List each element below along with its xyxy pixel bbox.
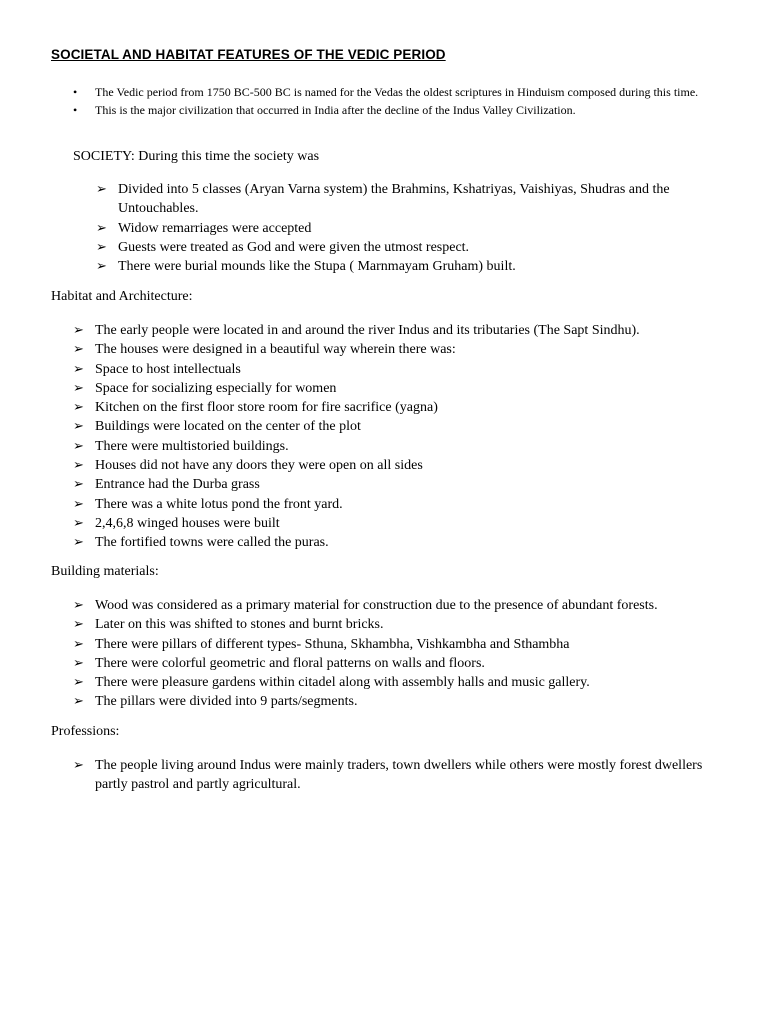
list-item-text: The early people were located in and around the river Indus and its tributaries (The Sapt Sindhu). xyxy=(95,323,640,338)
arrow-bullet-icon: ➢ xyxy=(73,323,84,338)
list-item-text: The houses were designed in a beautiful way wherein there was: xyxy=(95,342,456,358)
list-item xyxy=(73,533,753,552)
arrow-bullet-icon: ➢ xyxy=(73,361,84,377)
list-item xyxy=(96,238,706,257)
arrow-bullet-icon: ➢ xyxy=(73,380,84,396)
list-item xyxy=(73,456,753,475)
materials-list xyxy=(73,596,753,712)
list-item-text: Space to host intellectuals xyxy=(95,361,241,377)
list-item xyxy=(73,475,753,494)
list-item-text: There were pleasure gardens within citadel along with assembly halls and music gallery. xyxy=(95,675,590,691)
list-item-text: Houses did not have any doors they were open on all sides xyxy=(95,458,423,474)
list-item xyxy=(73,340,753,359)
list-item xyxy=(73,437,753,456)
bullet-icon: • xyxy=(73,85,78,99)
document-title: SOCIETAL AND HABITAT FEATURES OF THE VEDIC PERIOD xyxy=(51,47,446,62)
society-heading: SOCIETY: During this time the society was xyxy=(73,149,320,164)
arrow-bullet-icon: ➢ xyxy=(73,515,84,531)
list-item xyxy=(73,321,753,340)
list-item xyxy=(96,180,706,219)
list-item-text: The pillars were divided into 9 parts/segments. xyxy=(95,694,358,710)
arrow-bullet-icon: ➢ xyxy=(73,477,84,493)
arrow-bullet-icon: ➢ xyxy=(73,419,84,435)
list-item-text: There were colorful geometric and floral patterns on walls and floors. xyxy=(95,655,485,671)
list-item xyxy=(73,615,753,634)
list-item xyxy=(73,514,753,533)
society-list xyxy=(96,180,706,276)
arrow-bullet-icon: ➢ xyxy=(73,496,84,512)
list-item xyxy=(96,219,706,238)
list-item xyxy=(73,84,743,102)
list-item-text: Wood was considered as a primary material for construction due to the presence of abundant forests. xyxy=(95,598,658,613)
arrow-bullet-icon: ➢ xyxy=(73,636,84,652)
arrow-bullet-icon: ➢ xyxy=(73,598,84,613)
list-item-text: Widow remarriages were accepted xyxy=(118,220,312,236)
list-item-text: Entrance had the Durba grass xyxy=(95,477,260,493)
arrow-bullet-icon: ➢ xyxy=(73,694,84,710)
list-item xyxy=(73,102,743,120)
list-item-text: There were burial mounds like the Stupa ( Marnmayam Gruham) built. xyxy=(118,259,516,275)
list-item xyxy=(73,360,753,379)
list-item xyxy=(73,417,753,436)
list-item-text: Guests were treated as God and were given the utmost respect. xyxy=(118,239,470,255)
list-item-text: Buildings were located on the center of the plot xyxy=(95,419,361,435)
arrow-bullet-icon: ➢ xyxy=(73,675,84,691)
habitat-heading: Habitat and Architecture: xyxy=(51,289,193,304)
list-item-text: 2,4,6,8 winged houses were built xyxy=(95,515,280,531)
list-item xyxy=(73,654,753,673)
arrow-bullet-icon: ➢ xyxy=(73,458,84,474)
list-item-text: There were pillars of different types- Sthuna, Skhambha, Vishkambha and Sthambha xyxy=(95,636,570,652)
list-item-text: The people living around Indus were mainly traders, town dwellers while others were mostly forest dwellers partly pastrol and partly agricultural. xyxy=(95,758,703,793)
arrow-bullet-icon: ➢ xyxy=(73,617,84,633)
arrow-bullet-icon: ➢ xyxy=(96,182,107,197)
arrow-bullet-icon: ➢ xyxy=(73,535,84,551)
habitat-list xyxy=(73,321,753,553)
list-item xyxy=(73,379,753,398)
list-item xyxy=(73,635,753,654)
list-item xyxy=(73,596,753,615)
list-item xyxy=(73,673,753,692)
intro-bullet-list xyxy=(73,84,743,119)
intro-text: This is the major civilization that occurred in India after the decline of the Indus Valley Civilization. xyxy=(95,102,576,117)
arrow-bullet-icon: ➢ xyxy=(73,758,84,773)
arrow-bullet-icon: ➢ xyxy=(96,259,107,275)
arrow-bullet-icon: ➢ xyxy=(73,655,84,671)
list-item xyxy=(73,756,703,795)
arrow-bullet-icon: ➢ xyxy=(96,239,107,255)
intro-text: The Vedic period from 1750 BC-500 BC is named for the Vedas the oldest scriptures in Hinduism composed during this time. xyxy=(95,85,699,99)
list-item-text: There was a white lotus pond the front yard. xyxy=(95,496,343,512)
bullet-icon: • xyxy=(73,102,78,117)
professions-heading: Professions: xyxy=(51,724,120,739)
list-item-text: Kitchen on the first floor store room for fire sacrifice (yagna) xyxy=(95,400,438,416)
list-item-text: Divided into 5 classes (Aryan Varna system) the Brahmins, Kshatriyas, Vaishiyas, Shudras and the Untouchables. xyxy=(118,182,670,217)
list-item xyxy=(73,398,753,417)
arrow-bullet-icon: ➢ xyxy=(73,438,84,454)
list-item-text: Later on this was shifted to stones and burnt bricks. xyxy=(95,617,384,633)
materials-heading: Building materials: xyxy=(51,564,159,579)
list-item-text: There were multistoried buildings. xyxy=(95,438,289,454)
arrow-bullet-icon: ➢ xyxy=(96,220,107,236)
arrow-bullet-icon: ➢ xyxy=(73,342,84,358)
list-item xyxy=(73,692,753,711)
list-item xyxy=(73,495,753,514)
list-item-text: The fortified towns were called the puras. xyxy=(95,535,329,551)
arrow-bullet-icon: ➢ xyxy=(73,400,84,416)
list-item-text: Space for socializing especially for women xyxy=(95,380,337,396)
list-item xyxy=(96,257,706,276)
professions-list xyxy=(73,756,703,795)
